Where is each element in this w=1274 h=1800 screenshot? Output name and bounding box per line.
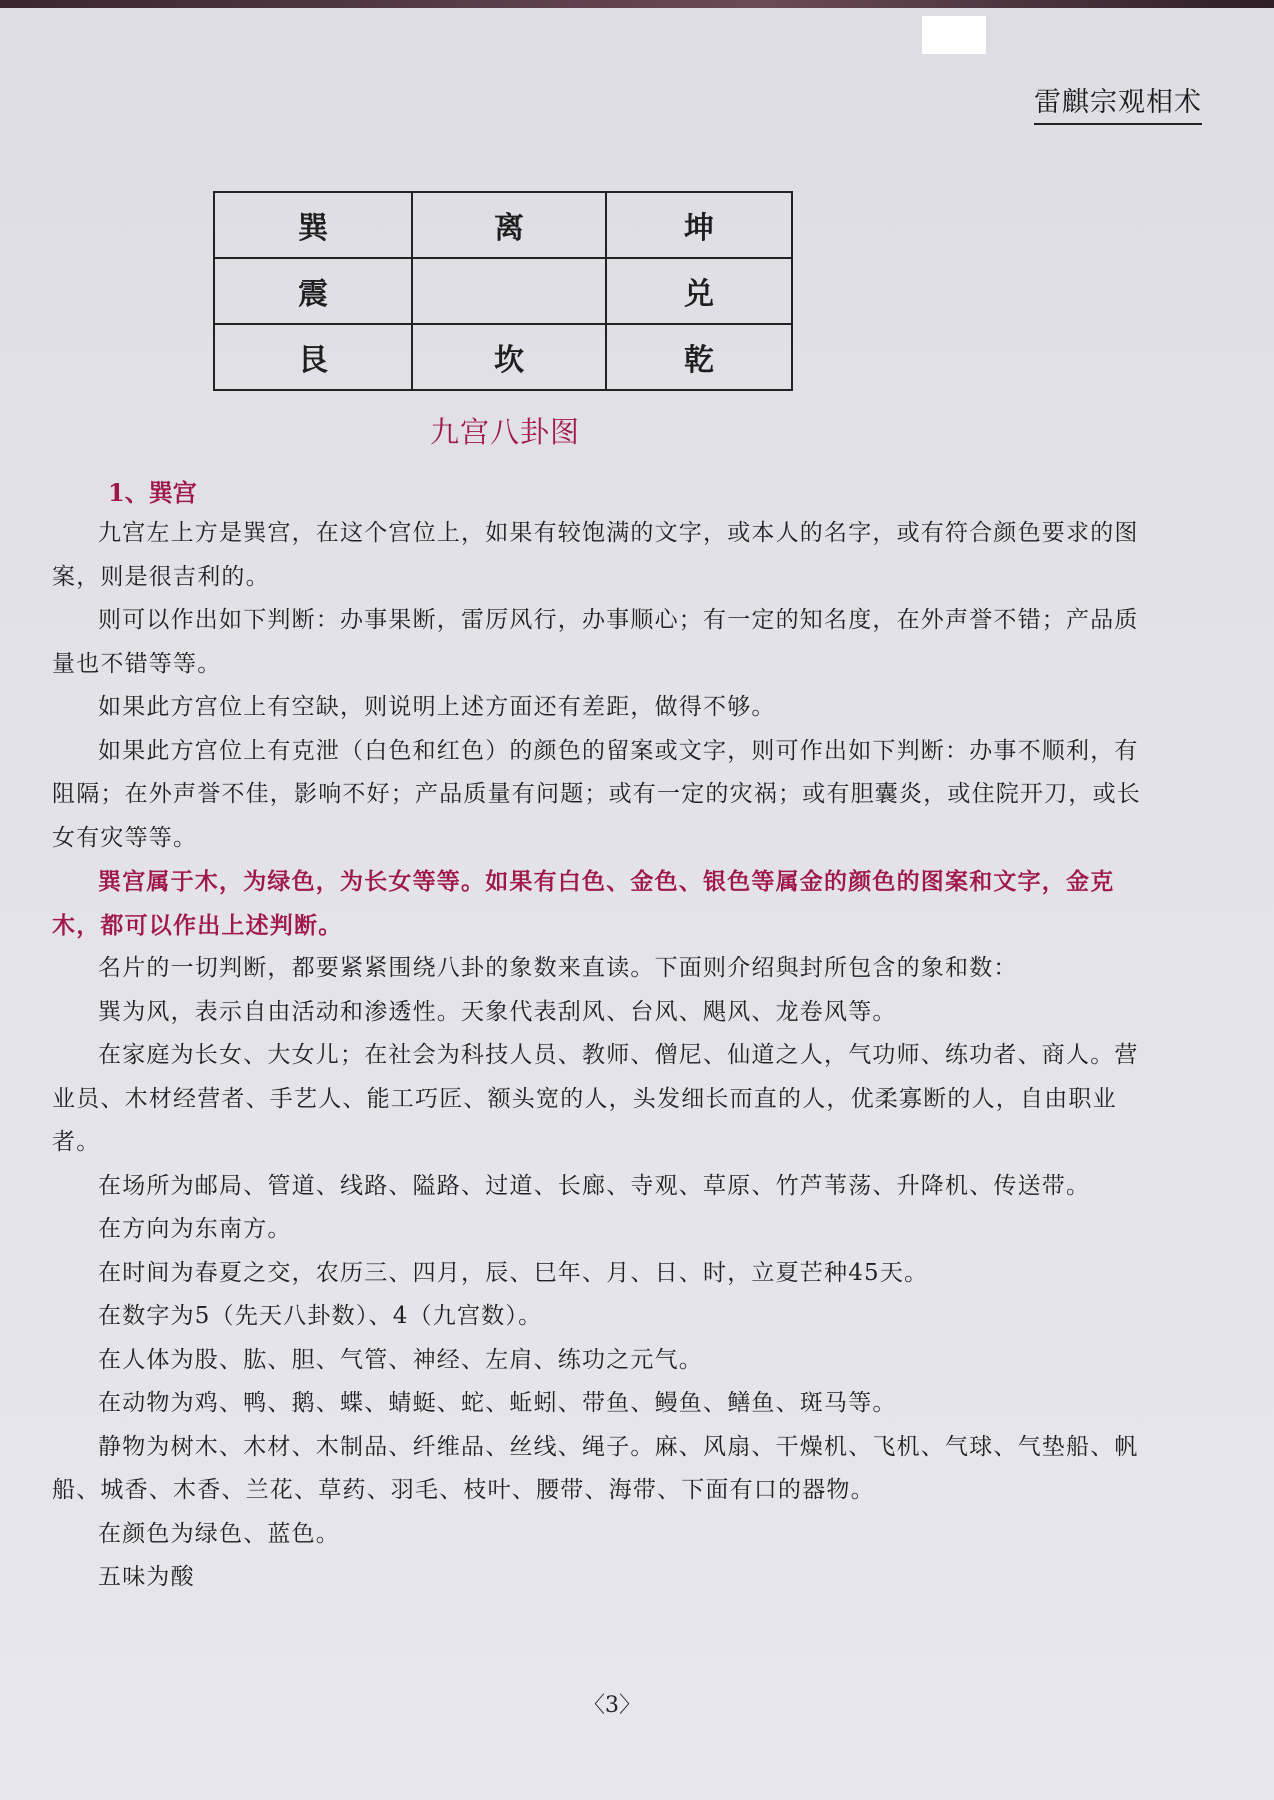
figure-caption: 九宫八卦图 [430,415,581,449]
running-header: 雷麒宗观相术 [1034,80,1202,125]
paragraph: 在方向为东南方。 [98,1216,292,1242]
paragraph: 在颜色为绿色、蓝色。 [98,1520,340,1547]
paragraph: 则可以作出如下判断：办事果断，雷厉风行，办事顺心；有一定的知名度，在外声誉不错；产品质量也不错等等。 [52,607,1139,677]
paragraph: 在数字为5（先天八卦数）、4（九宫数）。 [98,1303,543,1329]
paragraph: 巽为风，表示自由活动和渗透性。天象代表刮风、台风、飓风、龙卷风等。 [98,998,897,1025]
paragraph: 在人体为股、肱、胆、气管、神经、左肩、练功之元气。 [98,1346,703,1373]
paragraph: 在家庭为长女、大女儿；在社会为科技人员、教师、僧尼、仙道之人，气功师、练功者、商人。营业员、木材经营者、手艺人、能工巧匠、额头宽的人，头发细长而直的人，优柔寡断的人，自由职业者。 [52,1042,1139,1155]
white-label-patch [922,16,986,54]
paragraph: 在时间为春夏之交，农历三、四月，辰、巳年、月、日、时，立夏芒种45天。 [98,1259,929,1286]
paragraph: 名片的一切判断，都要紧紧围绕八卦的象数来直读。下面则介绍與封所包含的象和数： [98,955,1018,981]
grid-cell-kun: 坤 [606,192,792,258]
page-number: 〈3〉 [583,1693,641,1718]
paragraph: 九宫左上方是巽宫，在这个宫位上，如果有较饱满的文字，或本人的名字，或有符合颜色要求的图案，则是很吉利的。 [52,520,1139,590]
body-text [52,512,1162,1600]
paragraph: 如果此方宫位上有克泄（白色和红色）的颜色的留案或文字，则可作出如下判断：办事不顺利，有阻隔；在外声誉不佳，影响不好；产品质量有问题；或有一定的灾祸；或有胆囊炎，或住院开刀，或长女有灾等等。 [52,737,1141,851]
paragraph: 静物为树木、木材、木制品、纤维品、丝线、绳子。麻、风扇、干燥机、飞机、气球、气垫船、帆船、城香、木香、兰花、草药、羽毛、枝叶、腰带、海带、下面有口的器物。 [52,1433,1139,1503]
grid-cell-dui: 兑 [606,258,792,324]
grid-cell-qian: 乾 [606,324,792,390]
grid-cell-li: 离 [412,192,606,258]
grid-row [214,192,792,258]
paragraph: 五味为酸 [98,1564,195,1590]
grid-cell-center [412,258,606,324]
grid-row [214,258,792,324]
paragraph: 在动物为鸡、鸭、鹅、蝶、蜻蜓、蛇、蚯蚓、带鱼、鳗鱼、鳝鱼、斑马等。 [98,1390,897,1416]
paragraph: 如果此方宫位上有空缺，则说明上述方面还有差距，做得不够。 [98,694,776,720]
grid-cell-zhen: 震 [214,258,412,324]
emphasis-paragraph: 巽宫属于木，为绿色，为长女等等。如果有白色、金色、银色等属金的颜色的图案和文字，金克木，都可以作出上述判断。 [52,868,1115,939]
paragraph: 在场所为邮局、管道、线路、隘路、过道、长廊、寺观、草原、竹芦苇荡、升降机、传送带。 [98,1172,1091,1199]
bagua-grid [213,191,793,391]
grid-row [214,324,792,390]
grid-cell-gen: 艮 [214,324,412,390]
section-heading: 1、巽宫 [108,478,197,507]
grid-cell-xun: 巽 [214,192,412,258]
page-top-edge [0,0,1274,8]
grid-cell-kan: 坎 [412,324,606,390]
